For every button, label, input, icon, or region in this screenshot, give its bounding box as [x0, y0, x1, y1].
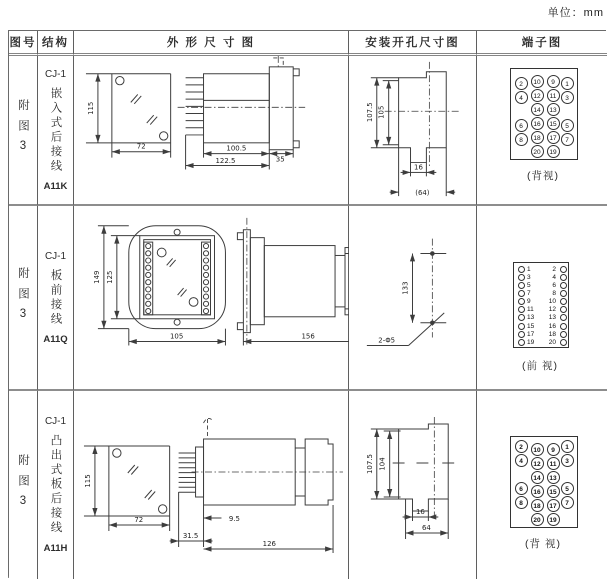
terminal-num-11: 11: [527, 306, 534, 314]
model-label: CJ-1: [44, 416, 67, 428]
terminal-3: 3: [561, 454, 574, 467]
dim-outer-height: 107.5: [365, 453, 374, 475]
terminal-num-17: 17: [527, 330, 535, 338]
front-view: [93, 226, 226, 346]
terminal-hole: [560, 266, 567, 273]
header-mounting: [349, 31, 477, 56]
terminal-6: 6: [515, 119, 528, 132]
terminal-num-15: 15: [527, 322, 535, 330]
spec-table: [8, 30, 606, 578]
mounting-drawing-a11h: [349, 391, 477, 579]
mounting-svg-a11q: [349, 206, 476, 389]
terminal-16: 16: [531, 485, 544, 498]
terminal-box: [513, 262, 569, 348]
structure-a11h: [38, 391, 74, 579]
header-mounting-label: 安装开孔尺寸图: [365, 37, 460, 49]
terminal-11: 11: [547, 457, 560, 470]
header-fig-no-label: 图号: [9, 37, 37, 49]
outline-svg-a11q: [74, 206, 348, 389]
terminal-2: 2: [515, 440, 528, 453]
dim-case-depth: 100.5: [226, 144, 247, 153]
terminal-num-20: 20: [548, 338, 556, 346]
dim-notch-width: 16: [414, 163, 423, 172]
terminal-num-3: 3: [527, 273, 531, 281]
header-structure: [38, 31, 74, 56]
structure-a11q: [38, 206, 74, 391]
dim-front-height: 115: [83, 474, 92, 488]
terminal-hole: [560, 290, 567, 297]
outline-drawing-a11q: [74, 206, 349, 391]
side-view: [170, 418, 343, 553]
header-terminal: [477, 31, 607, 56]
terminal-1: 1: [561, 77, 574, 90]
terminal-12: 12: [531, 89, 544, 102]
terminal-19: 19: [547, 513, 560, 526]
dim-hole-spacing: 133: [401, 281, 410, 295]
terminal-hole: [560, 306, 567, 313]
terminal-caption: (背 视): [525, 538, 561, 550]
terminal-5: 5: [561, 119, 574, 132]
terminal-num-9: 9: [527, 298, 531, 306]
structure-code: A11Q: [43, 333, 68, 345]
terminal-1: 1: [561, 440, 574, 453]
terminal-18: 18: [531, 131, 544, 144]
header-outline-label: 外 形 尺 寸 图: [166, 37, 256, 49]
terminal-hole: [560, 314, 567, 321]
terminal-diagram-a11q: [477, 206, 607, 391]
dim-total-depth: 122.5: [215, 157, 236, 166]
terminal-num-1: 1: [527, 265, 531, 273]
structure-name: 嵌入式后接线: [49, 86, 62, 174]
terminal-2: 2: [515, 77, 528, 90]
structure-code: A11K: [43, 180, 68, 192]
dim-body-height: 125: [105, 270, 114, 284]
terminal-num-13: 13: [548, 314, 556, 322]
dim-plate-height: 149: [92, 270, 101, 284]
dim-cutout-width: (64): [415, 189, 430, 198]
terminal-hole: [560, 298, 567, 305]
terminal-13: 13: [547, 471, 560, 484]
terminal-9: 9: [547, 75, 560, 88]
header-structure-label: 结构: [42, 37, 69, 49]
terminal-caption: (前 视): [522, 360, 558, 372]
terminal-5: 5: [561, 482, 574, 495]
terminal-box: [510, 68, 578, 160]
structure-code: A11H: [43, 542, 68, 554]
side-view: [178, 56, 306, 169]
terminal-num-8: 8: [552, 289, 556, 297]
terminal-num-7: 7: [527, 289, 531, 297]
terminal-3: 3: [561, 91, 574, 104]
dim-front-width: 72: [134, 515, 144, 525]
fig-no-a11h: [9, 391, 38, 579]
terminal-num-19: 19: [527, 338, 535, 346]
terminal-hole: [560, 323, 567, 330]
fig-no-a11k: [9, 56, 38, 206]
header-fig-no: [9, 31, 38, 56]
fig-no-text: 附图3: [17, 454, 29, 516]
dim-front-width: 72: [136, 142, 146, 151]
terminal-hole: [518, 290, 525, 297]
outline-drawing-a11k: [74, 56, 349, 206]
terminal-15: 15: [547, 485, 560, 498]
terminal-15: 15: [547, 117, 560, 130]
dim-gap: 9.5: [228, 514, 240, 524]
terminal-caption: (背视): [527, 170, 559, 182]
header-terminal-label: 端子图: [521, 37, 563, 49]
terminal-hole: [518, 266, 525, 273]
terminal-20: 20: [531, 145, 544, 158]
terminal-hole: [560, 331, 567, 338]
terminal-14: 14: [531, 103, 544, 116]
terminal-num-4: 4: [552, 273, 556, 281]
terminal-4: 4: [515, 91, 528, 104]
front-view: [84, 446, 170, 531]
dim-front-height: 115: [86, 101, 95, 115]
dim-notch-width: 16: [416, 507, 425, 517]
terminal-14: 14: [531, 471, 544, 484]
terminal-8: 8: [515, 496, 528, 509]
terminal-19: 19: [547, 145, 560, 158]
dim-outer-height: 107.5: [365, 102, 374, 123]
terminal-7: 7: [561, 133, 574, 146]
mounting-svg-a11k: [349, 56, 476, 204]
structure-name: 板前接线: [49, 268, 62, 327]
dim-flange-depth: 35: [275, 155, 285, 164]
terminal-hole: [518, 282, 525, 289]
terminal-hole: [518, 339, 525, 346]
terminal-11: 11: [547, 89, 560, 102]
dim-inner-height: 104: [378, 457, 387, 471]
terminal-hole: [560, 339, 567, 346]
terminal-18: 18: [531, 499, 544, 512]
outline-svg-a11h: [74, 391, 348, 579]
structure-name: 凸出式板后接线: [49, 434, 62, 536]
dim-pin-depth: 31.5: [182, 531, 199, 541]
unit-label: 单位：mm: [547, 7, 604, 19]
mounting-drawing-a11q: [349, 206, 477, 391]
terminal-num-10: 10: [548, 298, 556, 306]
terminal-4: 4: [515, 454, 528, 467]
terminal-diagram-a11k: [477, 56, 607, 206]
terminal-9: 9: [547, 443, 560, 456]
fig-no-a11q: [9, 206, 38, 391]
dim-depth: 156: [301, 332, 315, 341]
terminal-13: 13: [547, 103, 560, 116]
terminal-hole: [518, 331, 525, 338]
terminal-12: 12: [531, 457, 544, 470]
terminal-hole: [518, 306, 525, 313]
dim-width: 64: [421, 523, 431, 533]
terminal-hole: [518, 274, 525, 281]
terminal-hole: [518, 323, 525, 330]
outline-drawing-a11h: [74, 391, 349, 579]
dim-hole-spec: 2-Φ5: [378, 336, 396, 345]
terminal-hole: [518, 298, 525, 305]
terminal-17: 17: [547, 499, 560, 512]
terminal-17: 17: [547, 131, 560, 144]
terminal-num-2: 2: [552, 265, 556, 273]
dim-case-depth: 126: [262, 539, 276, 549]
terminal-10: 10: [531, 75, 544, 88]
terminal-num-18: 18: [548, 330, 556, 338]
structure-a11k: [38, 56, 74, 206]
terminal-num-12: 12: [548, 306, 556, 314]
terminal-box: [510, 436, 578, 528]
terminal-hole: [560, 274, 567, 281]
terminal-num-6: 6: [552, 281, 556, 289]
header-outline: [74, 31, 349, 56]
terminal-hole: [518, 314, 525, 321]
terminal-8: 8: [515, 133, 528, 146]
model-label: CJ-1: [44, 68, 67, 80]
terminal-20: 20: [531, 513, 544, 526]
terminal-6: 6: [515, 482, 528, 495]
terminal-num-5: 5: [527, 281, 531, 289]
terminal-16: 16: [531, 117, 544, 130]
terminal-num-16: 16: [548, 322, 556, 330]
terminal-10: 10: [531, 443, 544, 456]
mounting-drawing-a11k: [349, 56, 477, 206]
fig-no-text: 附图3: [17, 266, 29, 329]
model-label: CJ-1: [44, 250, 67, 262]
outline-svg-a11k: [74, 56, 348, 204]
mounting-svg-a11h: [349, 391, 476, 579]
dim-inner-height: 105: [377, 105, 386, 119]
front-view: [86, 74, 171, 158]
terminal-7: 7: [561, 496, 574, 509]
terminal-num-13: 13: [527, 314, 535, 322]
terminal-hole: [560, 282, 567, 289]
terminal-diagram-a11h: [477, 391, 607, 579]
dim-width: 105: [169, 332, 184, 341]
fig-no-text: 附图3: [17, 99, 29, 161]
